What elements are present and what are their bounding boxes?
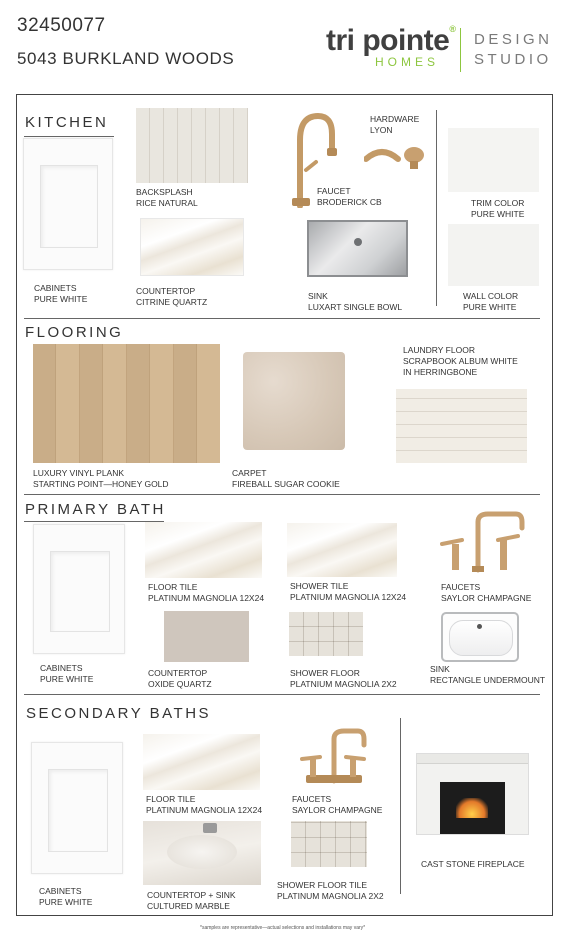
caption-line: CAST STONE FIREPLACE [421,859,525,869]
logo-ds-line-2: STUDIO [474,51,552,68]
caption-line: SINK [430,664,450,674]
caption-line: SCRAPBOOK ALBUM WHITE [403,356,518,366]
kitchen-countertop-caption [136,286,207,308]
caption-line: TRIM COLOR [471,198,525,208]
trim-color-swatch [448,128,539,192]
secondary-faucets-caption [292,794,382,816]
secondary-baths-title: SECONDARY BATHS [26,705,212,722]
logo-divider [460,28,461,72]
caption-line: PURE WHITE [463,302,517,312]
caption-line: COUNTERTOP + SINK [147,890,236,900]
caption-line: PLATINUM MAGNOLIA 2X2 [277,891,384,901]
caption-line: FLOOR TILE [148,582,198,592]
caption-line: CABINETS [40,663,83,673]
caption-line: PLATNIUM MAGNOLIA 12X24 [290,592,407,602]
caption-line: BRODERICK CB [317,197,382,207]
lvp-caption [33,468,169,490]
caption-line: COUNTERTOP [148,668,208,678]
primary-sink-caption [430,664,545,686]
caption-line: CULTURED MARBLE [147,901,230,911]
caption-line: SAYLOR CHAMPAGNE [292,805,383,815]
caption-line: CITRINE QUARTZ [136,297,208,307]
kitchen-title: KITCHEN [25,114,109,131]
sink-drain-icon [354,238,362,246]
kitchen-sink-caption [308,291,402,313]
caption-line: HARDWARE [370,114,420,124]
kitchen-sink-swatch [307,220,408,277]
caption-line: PLATINUM MAGNOLIA 12X24 [146,805,263,815]
caption-line: SHOWER FLOOR TILE [277,880,368,890]
caption-line: SINK [308,291,328,301]
secondary-countertop-swatch [143,821,261,885]
primary-floor-tile-swatch [145,522,262,578]
primary-cabinets-caption [40,663,93,685]
caption-line: RECTANGLE UNDERMOUNT [430,675,546,685]
tri-pointe-logo [326,24,455,58]
mantel [417,754,528,764]
faucet-set-icon [428,510,526,574]
section-divider [24,318,540,319]
caption-line: LUXART SINGLE BOWL [308,302,403,312]
firebox [440,782,505,834]
kitchen-backsplash-swatch [136,108,248,183]
logo-wordmark: tri pointe [326,24,450,57]
caption-line: CABINETS [34,283,77,293]
carpet-caption [232,468,340,490]
primary-faucets-caption [441,582,531,604]
kitchen-cabinets-caption [34,283,87,305]
primary-shower-tile-swatch [287,523,397,577]
logo-ds-line-1: DESIGN [474,31,553,48]
caption-line: PLATNIUM MAGNOLIA 2X2 [290,679,397,689]
disclaimer-footnote: *samples are representative—actual selections and installations may vary* [200,925,366,931]
caption-line: CARPET [232,468,267,478]
primary-cabinet-swatch [33,524,125,654]
section-divider [24,694,540,695]
cabinet-panel [40,165,98,248]
laundry-floor-caption [403,345,518,378]
caption-line: LUXURY VINYL PLANK [33,468,125,478]
sink-basin [167,835,237,869]
kitchen-backsplash-caption [136,187,198,209]
caption-line: SAYLOR CHAMPAGNE [441,593,532,603]
carpet-swatch [243,352,345,450]
caption-line: PURE WHITE [40,674,94,684]
caption-line: IN HERRINGBONE [403,367,478,377]
secondary-cabinet-swatch [31,742,123,874]
sink-drain-icon [477,624,482,629]
project-address: 5043 BURKLAND WOODS [17,49,235,68]
secondary-countertop-caption [147,890,236,912]
caption-line: FLOOR TILE [146,794,196,804]
caption-line: LYON [370,125,393,135]
kitchen-cabinet-swatch [23,138,113,270]
flooring-title: FLOORING [25,324,124,341]
lvp-swatch [33,344,220,463]
kitchen-title-underline [24,136,114,137]
caption-line: PURE WHITE [34,294,88,304]
kitchen-faucet-caption [317,186,382,208]
cabinet-panel [50,551,110,632]
caption-line: WALL COLOR [463,291,519,301]
laundry-floor-swatch [396,389,527,463]
wall-color-swatch [448,224,539,286]
secondary-shower-floor-swatch [291,821,367,867]
primary-floor-tile-caption [148,582,264,604]
trim-color-caption [471,198,524,220]
caption-line: FAUCET [317,186,351,196]
primary-bath-title-underline [24,521,164,522]
fireplace-image [416,753,529,835]
section-divider [24,494,540,495]
caption-line: FAUCETS [441,582,481,592]
secondary-shower-floor-caption [277,880,384,902]
secondary-floor-tile-swatch [143,734,260,790]
secondary-divider [400,718,401,894]
primary-faucets-image [428,510,526,574]
primary-bath-title: PRIMARY BATH [25,501,166,518]
kitchen-hardware-image [364,141,426,171]
faucet-icon [203,823,217,833]
logo-homes: HOMES [375,55,440,69]
primary-countertop-swatch [164,611,249,662]
caption-line: RICE NATURAL [136,198,198,208]
logo-trademark: ® [449,24,456,34]
pull-handle-icon [364,141,426,171]
caption-line: PURE WHITE [471,209,525,219]
caption-line: STARTING POINT—HONEY GOLD [33,479,169,489]
caption-line: SHOWER FLOOR [290,668,360,678]
kitchen-hardware-caption [370,114,419,136]
caption-line: PURE WHITE [39,897,93,907]
wall-color-caption [463,291,518,313]
caption-line: FAUCETS [292,794,332,804]
primary-countertop-caption [148,668,212,690]
fireplace-caption [421,859,525,870]
caption-line: BACKSPLASH [136,187,193,197]
caption-line: CABINETS [39,886,82,896]
primary-shower-floor-caption [290,668,397,690]
primary-shower-tile-caption [290,581,406,603]
kitchen-countertop-swatch [140,218,244,276]
caption-line: LAUNDRY FLOOR [403,345,475,355]
secondary-faucets-image [296,727,372,787]
primary-sink-swatch [441,612,519,662]
caption-line: FIREBALL SUGAR COOKIE [232,479,340,489]
caption-line: COUNTERTOP [136,286,196,296]
kitchen-divider [436,110,437,306]
primary-shower-floor-swatch [289,612,363,656]
faucet-icon [296,727,372,787]
caption-line: PLATINUM MAGNOLIA 12X24 [148,593,265,603]
design-studio-label [474,30,553,70]
secondary-cabinets-caption [39,886,92,908]
caption-line: OXIDE QUARTZ [148,679,212,689]
cabinet-panel [48,769,108,852]
fire-icon [456,798,488,818]
project-number: 32450077 [17,15,106,36]
caption-line: SHOWER TILE [290,581,349,591]
secondary-floor-tile-caption [146,794,262,816]
